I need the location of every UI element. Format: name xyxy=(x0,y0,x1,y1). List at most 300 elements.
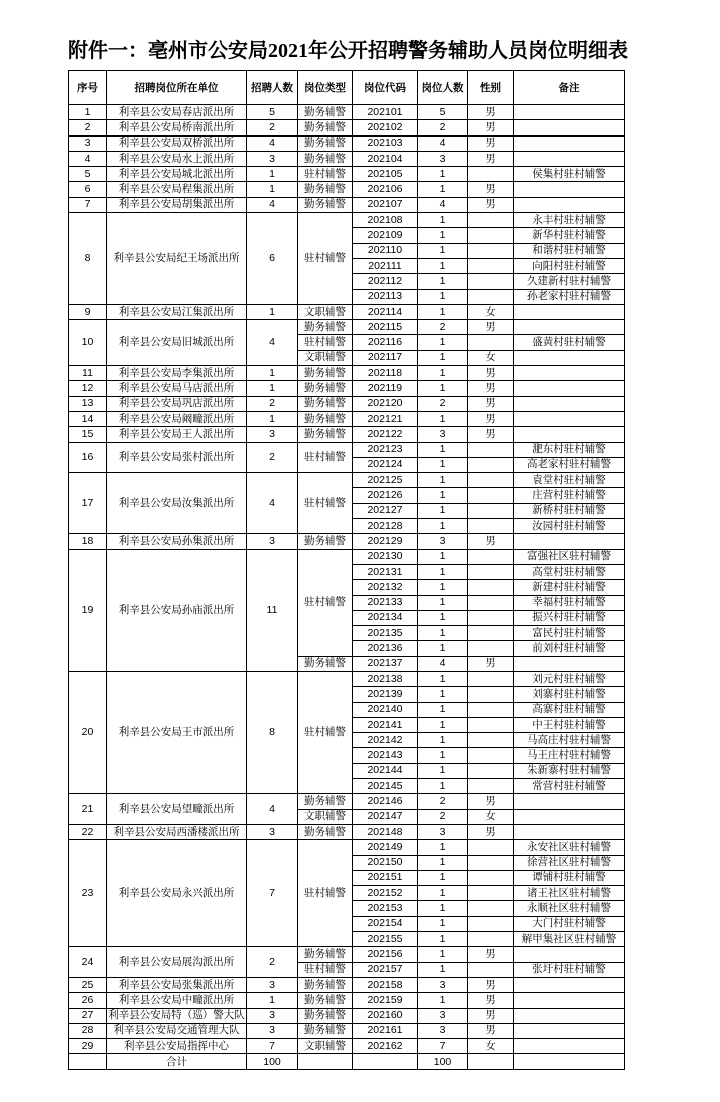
unit-name xyxy=(107,1008,247,1023)
position-remark-text: 张圩村驻村辅警 xyxy=(532,963,606,976)
position-gender: 男 xyxy=(468,366,514,381)
unit-name xyxy=(107,320,247,366)
position-type: 勤务辅警 xyxy=(298,411,353,426)
position-code: 202111 xyxy=(353,258,418,273)
position-type: 驻村辅警 xyxy=(298,671,353,793)
position-gender xyxy=(468,274,514,289)
unit-name xyxy=(107,427,247,442)
position-code: 202110 xyxy=(353,243,418,258)
position-remark xyxy=(514,916,625,931)
unit-no: 5 xyxy=(69,167,107,182)
unit-name-text: 利辛县公安局桥南派出所 xyxy=(118,120,235,133)
position-remark xyxy=(514,488,625,503)
position-code: 202158 xyxy=(353,977,418,992)
position-remark-text: 汝园村驻村辅警 xyxy=(532,519,606,532)
unit-name xyxy=(107,534,247,549)
unit-no: 16 xyxy=(69,442,107,473)
position-remark xyxy=(514,687,625,702)
position-type: 驻村辅警 xyxy=(298,840,353,947)
unit-name-text: 利辛县公安局特（巡）警大队 xyxy=(108,1009,245,1022)
unit-name-text: 利辛县公安局中疃派出所 xyxy=(118,993,235,1006)
position-remark xyxy=(514,610,625,625)
header-position-count: 岗位人数 xyxy=(418,71,468,105)
position-code: 202118 xyxy=(353,366,418,381)
position-gender xyxy=(468,289,514,304)
position-count: 1 xyxy=(418,733,468,748)
position-remark xyxy=(514,641,625,656)
position-remark-text: 盛黄村驻村辅警 xyxy=(532,336,606,349)
position-remark-text: 新桥村驻村辅警 xyxy=(532,504,606,517)
position-code: 202136 xyxy=(353,641,418,656)
unit-name xyxy=(107,381,247,396)
unit-name-text: 利辛县公安局马店派出所 xyxy=(118,381,235,394)
unit-name xyxy=(107,182,247,197)
position-code: 202153 xyxy=(353,901,418,916)
table-row xyxy=(69,977,625,992)
position-count: 1 xyxy=(418,702,468,717)
position-count: 1 xyxy=(418,213,468,228)
position-count: 1 xyxy=(418,886,468,901)
position-gender xyxy=(468,564,514,579)
position-code: 202146 xyxy=(353,794,418,809)
position-type: 驻村辅警 xyxy=(298,473,353,534)
table-row xyxy=(69,1008,625,1023)
position-gender: 男 xyxy=(468,1008,514,1023)
position-gender: 男 xyxy=(468,320,514,335)
unit-recruit-count: 3 xyxy=(247,977,298,992)
position-count: 4 xyxy=(418,656,468,671)
position-code: 202120 xyxy=(353,396,418,411)
table-row xyxy=(69,824,625,839)
unit-no: 3 xyxy=(69,136,107,152)
unit-no: 20 xyxy=(69,671,107,793)
position-gender xyxy=(468,855,514,870)
position-code: 202159 xyxy=(353,993,418,1008)
position-count: 1 xyxy=(418,779,468,794)
unit-no: 4 xyxy=(69,151,107,166)
unit-recruit-count: 7 xyxy=(247,840,298,947)
position-remark-text: 高堂村驻村辅警 xyxy=(532,565,606,578)
unit-recruit-count: 11 xyxy=(247,549,298,671)
position-gender xyxy=(468,901,514,916)
position-count: 1 xyxy=(418,717,468,732)
position-code: 202140 xyxy=(353,702,418,717)
position-remark-text: 高老家村驻村辅警 xyxy=(527,458,611,471)
position-code: 202129 xyxy=(353,534,418,549)
position-count: 1 xyxy=(418,671,468,686)
unit-recruit-count: 1 xyxy=(247,993,298,1008)
position-code: 202114 xyxy=(353,304,418,319)
unit-name xyxy=(107,396,247,411)
position-remark xyxy=(514,595,625,610)
unit-name-text: 利辛县公安局双桥派出所 xyxy=(118,137,235,150)
unit-recruit-count: 1 xyxy=(247,182,298,197)
position-code: 202123 xyxy=(353,442,418,457)
position-code: 202160 xyxy=(353,1008,418,1023)
unit-name-text: 利辛县公安局汝集派出所 xyxy=(118,496,235,509)
position-remark xyxy=(514,457,625,472)
position-gender xyxy=(468,228,514,243)
position-count: 3 xyxy=(418,427,468,442)
position-gender: 男 xyxy=(468,656,514,671)
table-row xyxy=(69,840,625,855)
unit-no: 23 xyxy=(69,840,107,947)
position-code: 202113 xyxy=(353,289,418,304)
unit-name-text: 利辛县公安局胡集派出所 xyxy=(118,198,235,211)
position-remark-text: 刘元村驻村辅警 xyxy=(532,672,606,685)
position-code: 202150 xyxy=(353,855,418,870)
position-remark xyxy=(514,564,625,579)
position-remark xyxy=(514,977,625,992)
position-gender xyxy=(468,243,514,258)
unit-no: 28 xyxy=(69,1023,107,1038)
position-remark xyxy=(514,824,625,839)
position-code: 202162 xyxy=(353,1039,418,1054)
position-count: 2 xyxy=(418,809,468,824)
position-remark xyxy=(514,197,625,212)
position-remark-text: 谭铺村驻村辅警 xyxy=(532,871,606,884)
position-gender xyxy=(468,733,514,748)
position-count: 1 xyxy=(418,763,468,778)
unit-name xyxy=(107,366,247,381)
position-type: 勤务辅警 xyxy=(298,993,353,1008)
position-code: 202141 xyxy=(353,717,418,732)
position-remark-text: 永顺社区驻村辅警 xyxy=(527,902,611,915)
position-remark-text: 富民村驻村辅警 xyxy=(532,626,606,639)
table-row xyxy=(69,381,625,396)
position-remark xyxy=(514,993,625,1008)
unit-recruit-count: 5 xyxy=(247,105,298,120)
position-count: 1 xyxy=(418,411,468,426)
unit-recruit-count: 2 xyxy=(247,120,298,136)
position-count: 3 xyxy=(418,534,468,549)
position-gender xyxy=(468,870,514,885)
position-gender xyxy=(468,595,514,610)
unit-name xyxy=(107,1023,247,1038)
position-remark xyxy=(514,748,625,763)
position-remark xyxy=(514,228,625,243)
position-gender: 男 xyxy=(468,427,514,442)
position-remark-text: 朱新寨村驻村辅警 xyxy=(527,764,611,777)
position-gender xyxy=(468,962,514,977)
position-remark-text: 新建村驻村辅警 xyxy=(532,580,606,593)
position-type: 勤务辅警 xyxy=(298,396,353,411)
position-gender xyxy=(468,519,514,534)
unit-name-text: 利辛县公安局孙庙派出所 xyxy=(118,603,235,616)
position-gender: 男 xyxy=(468,794,514,809)
unit-name-text: 利辛县公安局春店派出所 xyxy=(118,105,235,118)
position-type: 驻村辅警 xyxy=(298,335,353,350)
position-remark-text: 中王村驻村辅警 xyxy=(532,718,606,731)
position-remark xyxy=(514,136,625,152)
position-remark-text: 振兴村驻村辅警 xyxy=(532,611,606,624)
position-code: 202149 xyxy=(353,840,418,855)
position-gender: 男 xyxy=(468,1023,514,1038)
position-remark-text: 向阳村驻村辅警 xyxy=(532,259,606,272)
unit-recruit-count: 4 xyxy=(247,136,298,152)
unit-name-text: 利辛县公安局巩店派出所 xyxy=(118,397,235,410)
position-remark xyxy=(514,335,625,350)
unit-recruit-count: 3 xyxy=(247,534,298,549)
position-remark xyxy=(514,962,625,977)
unit-name-text: 利辛县公安局程集派出所 xyxy=(118,183,235,196)
table-row xyxy=(69,136,625,152)
unit-recruit-count: 3 xyxy=(247,824,298,839)
unit-no: 13 xyxy=(69,396,107,411)
position-code: 202107 xyxy=(353,197,418,212)
position-gender xyxy=(468,335,514,350)
position-count: 1 xyxy=(418,962,468,977)
unit-no: 27 xyxy=(69,1008,107,1023)
position-gender xyxy=(468,748,514,763)
table-row xyxy=(69,427,625,442)
position-gender xyxy=(468,549,514,564)
unit-name-text: 利辛县公安局王市派出所 xyxy=(118,726,235,739)
position-type: 勤务辅警 xyxy=(298,151,353,166)
position-code: 202145 xyxy=(353,779,418,794)
position-gender: 男 xyxy=(468,947,514,962)
position-remark-text: 和谐村驻村辅警 xyxy=(532,244,606,257)
table-row xyxy=(69,534,625,549)
position-code: 202108 xyxy=(353,213,418,228)
position-type: 勤务辅警 xyxy=(298,947,353,962)
unit-name-text: 利辛县公安局李集派出所 xyxy=(118,366,235,379)
position-gender xyxy=(468,580,514,595)
position-remark xyxy=(514,855,625,870)
table-row xyxy=(69,120,625,136)
position-remark xyxy=(514,151,625,166)
position-remark xyxy=(514,396,625,411)
position-code: 202119 xyxy=(353,381,418,396)
position-type: 文职辅警 xyxy=(298,809,353,824)
table-row xyxy=(69,794,625,809)
position-code: 202127 xyxy=(353,503,418,518)
position-count: 1 xyxy=(418,687,468,702)
position-remark xyxy=(514,519,625,534)
unit-recruit-count: 7 xyxy=(247,1039,298,1054)
position-remark-text: 前刘村驻村辅警 xyxy=(532,642,606,655)
position-type: 勤务辅警 xyxy=(298,366,353,381)
position-gender: 男 xyxy=(468,120,514,136)
position-remark-text: 淝东村驻村辅警 xyxy=(532,443,606,456)
position-count: 1 xyxy=(418,855,468,870)
unit-name xyxy=(107,824,247,839)
position-code: 202124 xyxy=(353,457,418,472)
position-remark xyxy=(514,901,625,916)
position-remark-text: 徐营社区驻村辅警 xyxy=(527,856,611,869)
table-row xyxy=(69,549,625,564)
unit-name-text: 利辛县公安局纪王场派出所 xyxy=(113,251,240,264)
position-code: 202130 xyxy=(353,549,418,564)
unit-recruit-count: 2 xyxy=(247,442,298,473)
position-type: 勤务辅警 xyxy=(298,105,353,120)
unit-no: 22 xyxy=(69,824,107,839)
position-remark-text: 永丰村驻村辅警 xyxy=(532,213,606,226)
header-position-type: 岗位类型 xyxy=(298,71,353,105)
position-gender xyxy=(468,763,514,778)
table-row xyxy=(69,1023,625,1038)
position-code: 202143 xyxy=(353,748,418,763)
unit-name xyxy=(107,840,247,947)
position-type: 勤务辅警 xyxy=(298,977,353,992)
position-remark-text: 幸福村驻村辅警 xyxy=(532,596,606,609)
position-gender xyxy=(468,626,514,641)
position-remark xyxy=(514,763,625,778)
unit-no: 26 xyxy=(69,993,107,1008)
position-code: 202156 xyxy=(353,947,418,962)
position-remark-text: 久建新村驻村辅警 xyxy=(527,274,611,287)
table-row xyxy=(69,411,625,426)
position-remark xyxy=(514,243,625,258)
table-row xyxy=(69,197,625,212)
position-code: 202106 xyxy=(353,182,418,197)
unit-name-text: 利辛县公安局指挥中心 xyxy=(124,1039,229,1052)
position-count: 1 xyxy=(418,304,468,319)
position-type: 驻村辅警 xyxy=(298,962,353,977)
unit-no: 25 xyxy=(69,977,107,992)
position-count: 2 xyxy=(418,120,468,136)
unit-name xyxy=(107,304,247,319)
position-type: 勤务辅警 xyxy=(298,1008,353,1023)
total-code xyxy=(353,1054,418,1070)
position-count: 1 xyxy=(418,488,468,503)
position-remark xyxy=(514,580,625,595)
position-type: 勤务辅警 xyxy=(298,427,353,442)
unit-name xyxy=(107,549,247,671)
position-remark xyxy=(514,947,625,962)
unit-recruit-count: 3 xyxy=(247,151,298,166)
position-remark xyxy=(514,213,625,228)
position-gender xyxy=(468,213,514,228)
unit-name xyxy=(107,136,247,152)
position-remark-text: 常营村驻村辅警 xyxy=(532,779,606,792)
position-code: 202134 xyxy=(353,610,418,625)
table-row xyxy=(69,993,625,1008)
position-remark xyxy=(514,320,625,335)
table-row xyxy=(69,320,625,335)
position-type: 勤务辅警 xyxy=(298,794,353,809)
position-code: 202116 xyxy=(353,335,418,350)
position-type: 勤务辅警 xyxy=(298,197,353,212)
position-count: 1 xyxy=(418,947,468,962)
position-gender xyxy=(468,671,514,686)
position-remark xyxy=(514,534,625,549)
position-remark xyxy=(514,304,625,319)
header-gender: 性别 xyxy=(468,71,514,105)
position-count: 2 xyxy=(418,794,468,809)
unit-no: 19 xyxy=(69,549,107,671)
table-row xyxy=(69,105,625,120)
position-remark-text: 孙老家村驻村辅警 xyxy=(527,290,611,303)
unit-name-text: 利辛县公安局水上派出所 xyxy=(118,152,235,165)
position-remark xyxy=(514,503,625,518)
unit-no: 14 xyxy=(69,411,107,426)
position-code: 202126 xyxy=(353,488,418,503)
position-remark xyxy=(514,473,625,488)
position-count: 3 xyxy=(418,824,468,839)
position-gender xyxy=(468,473,514,488)
position-remark xyxy=(514,258,625,273)
position-code: 202101 xyxy=(353,105,418,120)
position-gender: 男 xyxy=(468,534,514,549)
position-gender: 女 xyxy=(468,1039,514,1054)
position-gender: 男 xyxy=(468,197,514,212)
position-code: 202151 xyxy=(353,870,418,885)
unit-recruit-count: 2 xyxy=(247,947,298,978)
total-label: 合计 xyxy=(107,1054,247,1070)
position-code: 202138 xyxy=(353,671,418,686)
position-count: 1 xyxy=(418,182,468,197)
position-code: 202154 xyxy=(353,916,418,931)
position-remark xyxy=(514,932,625,947)
position-count: 1 xyxy=(418,274,468,289)
position-gender: 男 xyxy=(468,182,514,197)
position-remark xyxy=(514,840,625,855)
position-gender: 男 xyxy=(468,824,514,839)
position-gender: 男 xyxy=(468,993,514,1008)
position-remark xyxy=(514,1023,625,1038)
position-count: 1 xyxy=(418,457,468,472)
unit-recruit-count: 3 xyxy=(247,427,298,442)
table-row xyxy=(69,182,625,197)
position-gender: 男 xyxy=(468,136,514,152)
position-type: 勤务辅警 xyxy=(298,120,353,136)
unit-no: 15 xyxy=(69,427,107,442)
table-row xyxy=(69,473,625,488)
position-remark xyxy=(514,1039,625,1054)
position-type: 勤务辅警 xyxy=(298,824,353,839)
position-remark xyxy=(514,779,625,794)
position-remark xyxy=(514,105,625,120)
position-count: 4 xyxy=(418,136,468,152)
table-row xyxy=(69,947,625,962)
position-count: 1 xyxy=(418,932,468,947)
position-code: 202117 xyxy=(353,350,418,365)
unit-recruit-count: 8 xyxy=(247,671,298,793)
position-gender xyxy=(468,610,514,625)
header-remark: 备注 xyxy=(514,71,625,105)
page-title: 附件一：亳州市公安局2021年公开招聘警务辅助人员岗位明细表 xyxy=(68,40,628,62)
position-gender: 男 xyxy=(468,411,514,426)
unit-name-text: 利辛县公安局张集派出所 xyxy=(118,978,235,991)
position-code: 202161 xyxy=(353,1023,418,1038)
position-code: 202125 xyxy=(353,473,418,488)
position-remark xyxy=(514,381,625,396)
position-remark-text: 袁堂村驻村辅警 xyxy=(532,473,606,486)
position-type: 勤务辅警 xyxy=(298,182,353,197)
position-gender xyxy=(468,442,514,457)
position-type: 勤务辅警 xyxy=(298,136,353,152)
position-code: 202115 xyxy=(353,320,418,335)
position-count: 1 xyxy=(418,901,468,916)
unit-name xyxy=(107,442,247,473)
header-recruit-count: 招聘人数 xyxy=(247,71,298,105)
total-no xyxy=(69,1054,107,1070)
position-type: 文职辅警 xyxy=(298,1039,353,1054)
position-code: 202147 xyxy=(353,809,418,824)
total-remark xyxy=(514,1054,625,1070)
unit-name-text: 利辛县公安局旧城派出所 xyxy=(118,336,235,349)
position-gender xyxy=(468,503,514,518)
position-count: 1 xyxy=(418,519,468,534)
table-row xyxy=(69,366,625,381)
position-remark xyxy=(514,626,625,641)
position-count: 1 xyxy=(418,381,468,396)
position-remark-text: 庄营村驻村辅警 xyxy=(532,489,606,502)
position-count: 1 xyxy=(418,916,468,931)
unit-no: 18 xyxy=(69,534,107,549)
unit-recruit-count: 4 xyxy=(247,794,298,825)
